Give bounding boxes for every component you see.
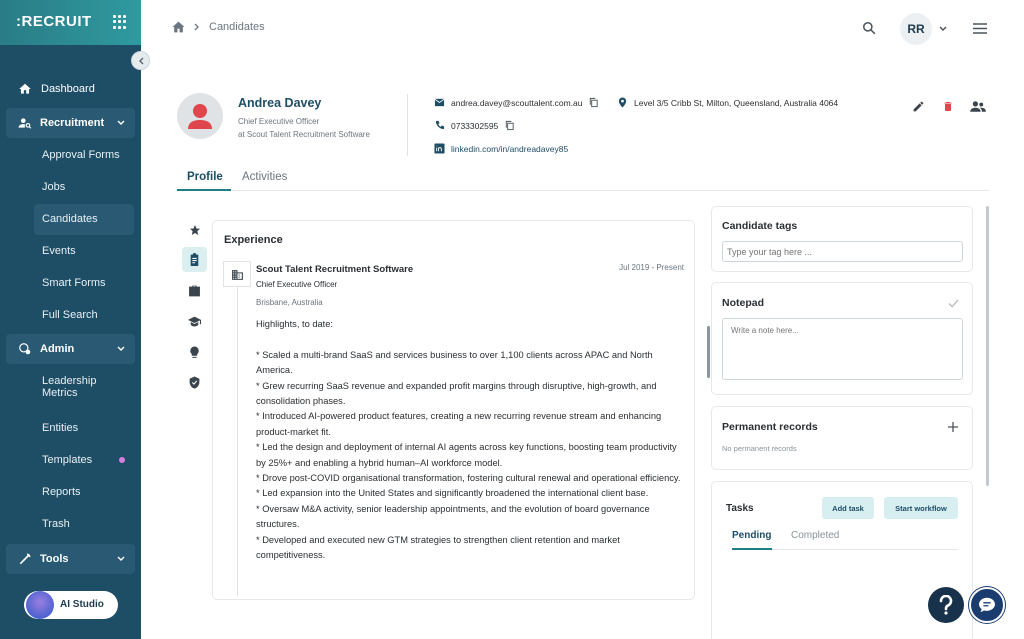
linkedin-icon bbox=[434, 143, 445, 154]
rail-experience[interactable] bbox=[182, 247, 207, 272]
active-tab-indicator bbox=[177, 189, 231, 191]
location-pin-icon bbox=[617, 97, 628, 108]
address-text: Level 3/5 Cribb St, Milton, Queensland, Australia 4064 bbox=[634, 97, 839, 108]
experience-bullet: * Led the design and deployment of internal AI agents across key functions, boosting team productivity by 25%+ and enabling a hybrid human–AI workforce model. bbox=[256, 442, 677, 468]
notepad-panel bbox=[711, 282, 973, 395]
tools-icon bbox=[18, 552, 32, 566]
sidebar-item-label: Metrics bbox=[42, 387, 78, 399]
scrollbar[interactable] bbox=[986, 206, 989, 486]
panel-title: Candidate tags bbox=[722, 220, 798, 232]
sidebar-group-tools[interactable] bbox=[6, 544, 135, 574]
sidebar-item-templates[interactable]: Templates bbox=[42, 454, 93, 466]
ai-studio-button[interactable] bbox=[24, 591, 118, 619]
tasks-tabs bbox=[732, 530, 958, 550]
check-icon[interactable] bbox=[948, 299, 959, 308]
email-icon bbox=[434, 97, 445, 108]
experience-bullet: * Grew recurring SaaS revenue and expanded profit margins through disruptive, high-growth, and consolidation phases. bbox=[256, 380, 657, 407]
permanent-records-panel bbox=[711, 406, 973, 470]
experience-company: Scout Talent Recruitment Software bbox=[256, 264, 414, 275]
sidebar-item-entities[interactable]: Entities bbox=[42, 422, 79, 434]
candidate-company: at Scout Talent Recruitment Software bbox=[238, 130, 370, 139]
candidate-avatar bbox=[177, 93, 223, 139]
candidate-title: Chief Executive Officer bbox=[238, 117, 320, 126]
sidebar-group-recruitment[interactable] bbox=[6, 108, 135, 138]
plus-icon[interactable] bbox=[948, 422, 958, 432]
candidate-role bbox=[238, 115, 370, 141]
panel-resize-handle[interactable] bbox=[707, 326, 710, 378]
experience-intro: Highlights, to date: bbox=[256, 319, 334, 329]
sidebar-collapse-button[interactable] bbox=[131, 51, 150, 70]
experience-title: Experience bbox=[224, 234, 283, 246]
graduation-cap-icon bbox=[188, 316, 201, 327]
rail-skills[interactable] bbox=[182, 340, 207, 365]
experience-bullet: * Scaled a multi-brand SaaS and services business to over 1,100 clients across APAC and North America. bbox=[256, 349, 653, 376]
panel-title: Tasks bbox=[726, 503, 754, 514]
sidebar-item-events[interactable]: Events bbox=[42, 245, 76, 257]
panel-title: Permanent records bbox=[722, 421, 818, 433]
experience-bullet: * Oversaw M&A activity, senior leadership appointments, and the evolution of board governance structures. bbox=[256, 503, 650, 530]
experience-bullet: * Drove post-COVID organisational transformation, fostering cultural renewal and operational efficiency. bbox=[256, 473, 681, 484]
search-icon[interactable] bbox=[862, 21, 876, 35]
menu-icon[interactable] bbox=[973, 23, 987, 34]
sidebar bbox=[0, 0, 141, 639]
sidebar-item-label: Dashboard bbox=[41, 83, 95, 95]
ai-studio-label: AI Studio bbox=[60, 599, 104, 610]
sidebar-item-trash[interactable]: Trash bbox=[42, 518, 70, 530]
sidebar-item-leadership-metrics[interactable] bbox=[42, 375, 96, 399]
apps-grid-icon[interactable] bbox=[113, 15, 127, 29]
ai-avatar-icon bbox=[26, 591, 54, 619]
app-logo[interactable]: :RECRUIT bbox=[16, 13, 92, 30]
sidebar-group-label: Tools bbox=[40, 553, 69, 565]
contact-address bbox=[617, 97, 838, 108]
user-avatar[interactable]: RR bbox=[900, 13, 932, 45]
records-empty-text: No permanent records bbox=[722, 444, 797, 453]
sidebar-group-admin[interactable] bbox=[6, 334, 135, 364]
profile-tabs bbox=[177, 166, 989, 191]
people-icon[interactable] bbox=[970, 100, 986, 113]
tab-pending[interactable]: Pending bbox=[732, 530, 772, 541]
copy-icon[interactable] bbox=[504, 120, 515, 131]
rail-compliance[interactable] bbox=[182, 370, 207, 395]
rail-favorites[interactable] bbox=[182, 217, 207, 242]
person-icon bbox=[177, 93, 223, 139]
people-search-icon bbox=[18, 116, 32, 130]
delete-icon[interactable] bbox=[942, 100, 954, 113]
sidebar-item-dashboard[interactable] bbox=[0, 74, 141, 104]
sidebar-item-smart-forms[interactable]: Smart Forms bbox=[42, 277, 106, 289]
candidate-tags-panel bbox=[711, 206, 973, 272]
shield-check-icon bbox=[189, 376, 200, 389]
home-icon[interactable] bbox=[172, 21, 185, 33]
note-textarea[interactable] bbox=[722, 318, 963, 380]
question-mark-icon bbox=[938, 595, 954, 615]
chat-bubble-icon bbox=[978, 597, 996, 613]
admin-settings-icon bbox=[18, 342, 32, 356]
sidebar-group-label: Admin bbox=[40, 343, 75, 355]
contact-phone bbox=[434, 120, 515, 131]
tab-profile[interactable]: Profile bbox=[187, 171, 223, 183]
breadcrumb-current: Candidates bbox=[209, 21, 265, 33]
sidebar-group-label: Recruitment bbox=[40, 117, 105, 129]
home-icon bbox=[18, 82, 32, 96]
sidebar-item-candidates[interactable]: Candidates bbox=[42, 213, 98, 225]
email-text[interactable]: andrea.davey@scouttalent.com.au bbox=[451, 97, 583, 108]
copy-icon[interactable] bbox=[588, 97, 599, 108]
experience-bullet: * Developed and executed new GTM strategies to strengthen client retention and market competitiveness. bbox=[256, 534, 620, 561]
experience-role: Chief Executive Officer bbox=[256, 280, 338, 289]
sidebar-item-jobs[interactable]: Jobs bbox=[42, 181, 66, 193]
rail-work[interactable] bbox=[182, 278, 207, 303]
experience-bullet: * Led expansion into the United States and significantly broadened the international client base. bbox=[256, 488, 649, 499]
breadcrumb bbox=[172, 21, 265, 33]
contact-email bbox=[434, 97, 599, 108]
building-icon bbox=[231, 268, 244, 281]
contact-linkedin bbox=[434, 143, 568, 154]
experience-bullet: * Introduced AI-powered product features, creating a new recurring revenue stream and enhancing product-market fit. bbox=[256, 411, 662, 437]
start-workflow-button[interactable]: Start workflow bbox=[884, 497, 958, 519]
phone-icon bbox=[434, 120, 445, 131]
add-task-button[interactable]: Add task bbox=[822, 497, 874, 519]
timeline-line bbox=[237, 276, 238, 596]
experience-description bbox=[256, 317, 686, 564]
clipboard-icon bbox=[189, 253, 200, 266]
star-icon bbox=[189, 224, 201, 236]
candidate-name: Andrea Davey bbox=[238, 96, 322, 110]
chat-button[interactable] bbox=[969, 587, 1005, 623]
tag-input[interactable] bbox=[722, 241, 963, 262]
sidebar-item-full-search[interactable]: Full Search bbox=[42, 309, 98, 321]
company-logo bbox=[223, 261, 251, 287]
chevron-right-icon bbox=[194, 23, 200, 31]
chevron-down-icon bbox=[117, 556, 125, 562]
sidebar-item-label: Leadership bbox=[42, 375, 97, 387]
experience-card bbox=[212, 220, 695, 600]
chevron-down-icon bbox=[117, 346, 125, 352]
experience-date: Jul 2019 - Present bbox=[619, 263, 684, 272]
help-button[interactable] bbox=[928, 587, 964, 623]
chevron-down-icon bbox=[117, 120, 125, 126]
brand-bar bbox=[0, 0, 141, 45]
edit-pencil-icon[interactable] bbox=[912, 100, 925, 113]
chevron-down-icon[interactable] bbox=[939, 26, 947, 32]
notification-dot bbox=[119, 457, 125, 463]
sidebar-item-reports[interactable]: Reports bbox=[42, 486, 81, 498]
active-tab-indicator bbox=[732, 548, 772, 550]
divider bbox=[407, 94, 408, 156]
tab-activities[interactable]: Activities bbox=[242, 171, 288, 183]
phone-text[interactable]: 0733302595 bbox=[451, 120, 499, 131]
linkedin-link[interactable]: linkedin.com/in/andreadavey85 bbox=[451, 143, 569, 154]
chevron-left-icon bbox=[138, 57, 144, 65]
lightbulb-icon bbox=[189, 346, 200, 359]
tab-completed[interactable]: Completed bbox=[791, 530, 840, 541]
experience-location: Brisbane, Australia bbox=[256, 298, 323, 307]
rail-education[interactable] bbox=[182, 309, 207, 334]
sidebar-item-approval-forms[interactable]: Approval Forms bbox=[42, 149, 120, 161]
panel-title: Notepad bbox=[722, 297, 764, 309]
briefcase-icon bbox=[188, 285, 201, 297]
